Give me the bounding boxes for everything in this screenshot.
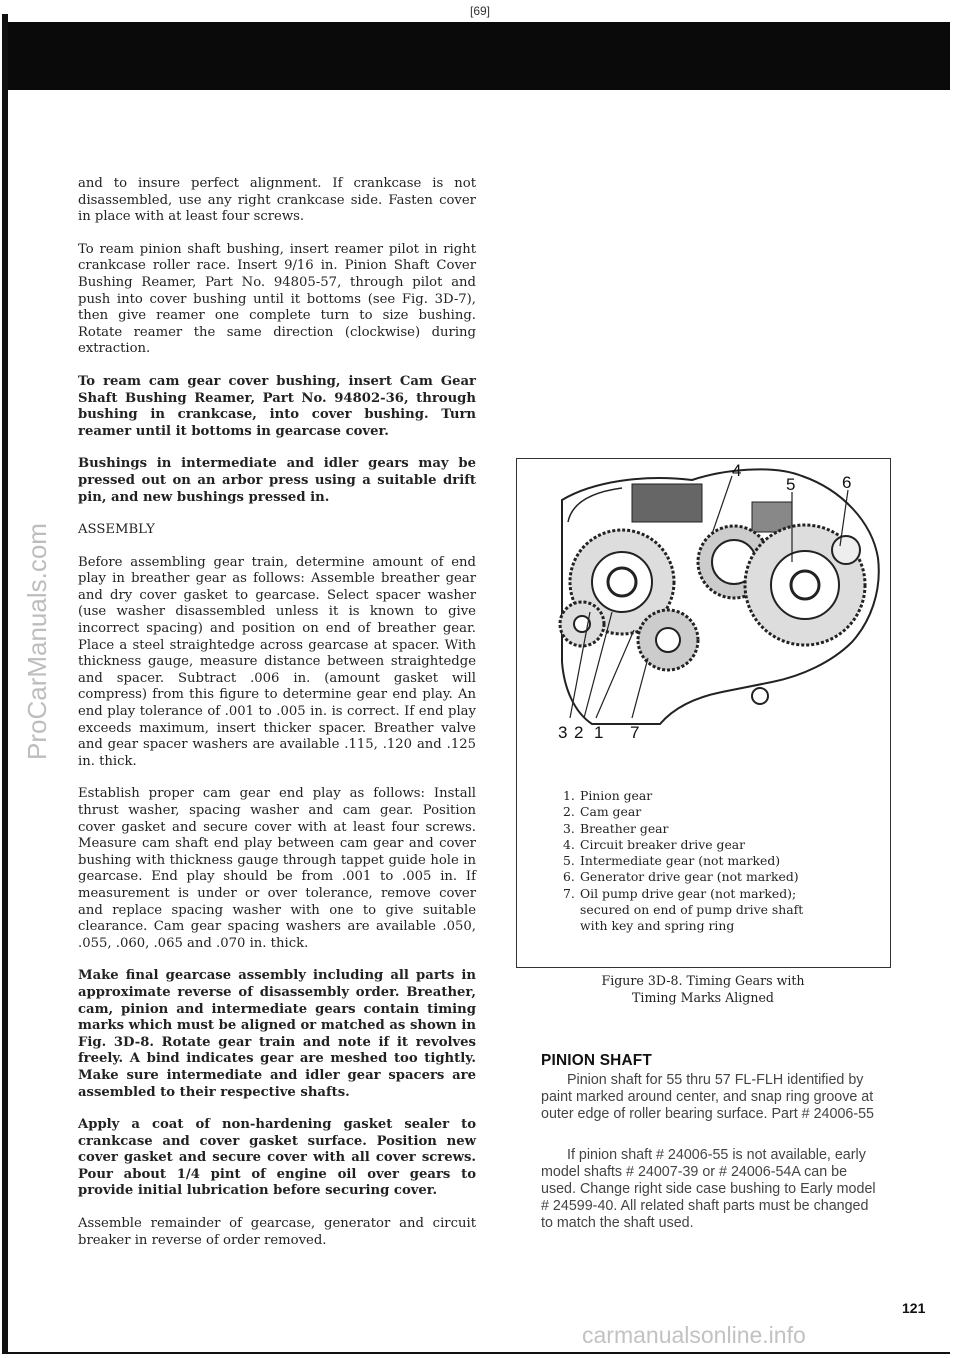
pinion-shaft-body xyxy=(541,1072,881,1256)
footer-watermark: carmanualsonline.info xyxy=(582,1322,806,1348)
paragraph-breather-endplay: Before assembling gear train, determine amount of end play in breather gear as follows: Assemble breather gear and dry cover gasket to gearcase. Select spacer washer (use washer disassembled unless it is known to give incorrect spacing) and position on end of breather gear. Place a steel straightedge across gearcase at spacer. With thickness gauge, measure distance between straightedge and spacer. Subtract .006 in. (amount gasket will compress) from this figure to determine gear end play. An end play tolerance of .001 to .005 in. is correct. If end play exceeds maximum, insert thicker spacer. Breather valve and gear spacer washers are available .115, .120 and .125 in. thick. xyxy=(78,554,476,769)
legend-item: 1. Pinion gear xyxy=(563,788,653,803)
legend-item: 7. Oil pump drive gear (not marked); secured on end of pump drive shaft with key and spring ring xyxy=(563,885,804,934)
legend-item: 5. Intermediate gear (not marked) xyxy=(563,853,781,869)
callout-3: 3 xyxy=(558,723,568,742)
callout-6: 6 xyxy=(842,473,852,492)
paragraph-assemble-remainder: Assemble remainder of gearcase, generator and circuit breaker in reverse of order removed. xyxy=(78,1216,476,1248)
paragraph-gasket-sealer: Apply a coat of non-hardening gasket sealer to crankcase and cover gasket surface. Position new cover gasket and secure cover with all cover screws. Pour about 1/4 pint of engine oil over gears to provide initial lubrication before securing cover. xyxy=(78,1117,476,1199)
callout-5: 5 xyxy=(786,475,796,494)
callout-4: 4 xyxy=(732,462,742,480)
figure-legend xyxy=(563,788,883,935)
paragraph-ream-cam: To ream cam gear cover bushing, insert Cam Gear Shaft Bushing Reamer, Part No. 94802-36, through bushing in crankcase, into cover bushing. Turn reamer until it bottoms in gearcase cover. xyxy=(78,373,476,439)
callout-7: 7 xyxy=(630,723,640,742)
section-title-pinion-shaft: PINION SHAFT xyxy=(541,1052,652,1069)
legend-item: 4. Circuit breaker drive gear xyxy=(563,836,746,852)
legend-item: 6. Generator drive gear (not marked) xyxy=(563,869,799,885)
heading-assembly: ASSEMBLY xyxy=(78,522,155,538)
paragraph-cam-endplay: Establish proper cam gear end play as follows: Install thrust washer, spacing washer and cam gear. Position cover gasket and secure cover with at least four screws. Measure cam shaft end play between cam gear and cover bushing with thickness gauge through tappet guide hole in gearcase. End play should be from .001 to .005 in. If measurement is under or over tolerance, remove cover and replace spacing washer with one to give suitable clearance. Cam gear spacing washers are available .050, .055, .060, .065 and .070 in. thick. xyxy=(78,786,476,951)
paragraph-ream-pinion: To ream pinion shaft bushing, insert reamer pilot in right crankcase roller race. Insert 9/16 in. Pinion Shaft Cover Bushing Reamer, Part No. 94805-57, through pilot and push into cover bushing until it bottoms (see Fig. 3D-7), then give reamer one complete turn to size bushing. Rotate reamer the same direction (clockwise) during extraction. xyxy=(78,241,476,357)
paragraph-alignment: and to insure perfect alignment. If crankcase is not disassembled, use any right crankcase side. Fasten cover in place with at least four screws. xyxy=(78,176,476,225)
page-reference: [69] xyxy=(469,4,490,18)
callout-2: 2 xyxy=(574,723,584,742)
pinion-shaft-para-2: If pinion shaft # 24006-55 is not available, early model shafts # 24007-39 or # 24006-54A can be used. Change right side case bushing to Early model # 24599-40. All related shaft parts must be changed to match the shaft used. xyxy=(541,1147,876,1231)
bottom-border-rule xyxy=(2,1352,950,1354)
legend-item: 3. Breather gear xyxy=(563,820,669,836)
header-banner xyxy=(8,22,950,90)
page-number: 121 xyxy=(902,1300,926,1316)
paragraph-final-assembly: Make final gearcase assembly including all parts in approximate reverse of disassembly order. Breather, cam, pinion and intermediate gears contain timing marks which must be aligned or matched as shown in Fig. 3D-8. Rotate gear train and note if it revolves freely. A bind indicates gear are meshed too tightly. Make sure intermediate and idler gear spacers are assembled to their respective shafts. xyxy=(78,968,476,1100)
legend-item: 2. Cam gear xyxy=(563,804,642,820)
figure-caption: Figure 3D-8. Timing Gears with Timing Marks Aligned xyxy=(601,973,805,1005)
side-watermark: ProCarManuals.com xyxy=(22,523,52,760)
paragraph-bushings: Bushings in intermediate and idler gears may be pressed out on an arbor press using a suitable drift pin, and new bushings pressed in. xyxy=(78,456,476,505)
pinion-shaft-para-1: Pinion shaft for 55 thru 57 FL-FLH identified by paint marked around center, and snap ring groove at outer edge of roller bearing surface. Part # 24006-55 xyxy=(541,1072,875,1122)
callout-1: 1 xyxy=(594,723,604,742)
timing-gears-illustration xyxy=(552,462,882,760)
left-text-column xyxy=(78,176,476,1265)
